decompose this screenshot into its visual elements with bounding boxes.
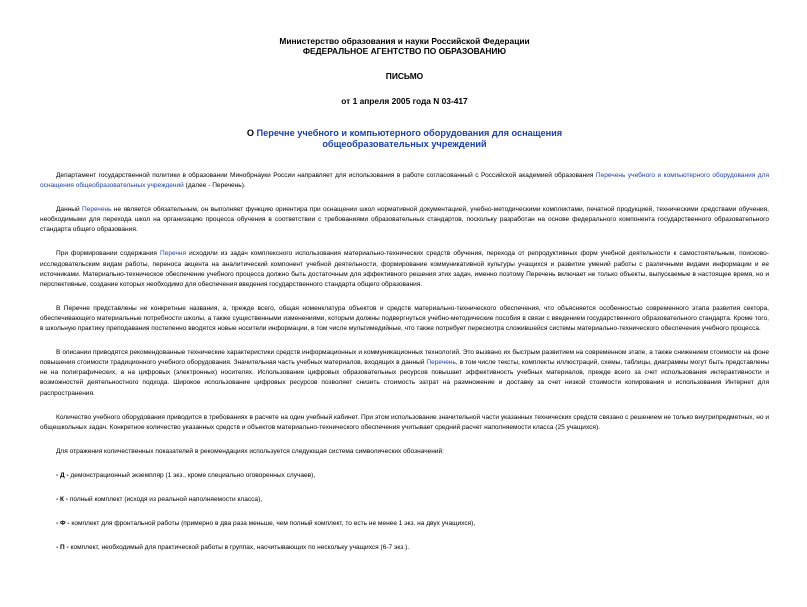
- symbol-code: - Ф -: [56, 519, 70, 527]
- paragraph-4: В Перечне представлены не конкретные названия, а, прежде всего, общая номенклатура объектов и средств материально-технического обеспечения, что объясняется особенностью современного этапа развития сектора, обеспечивающего материальные потребности школы, а также существенными изменениями, которым должны подвергнуться учебно-методические пособия в связи с введением государственного образовательного стандарта. Кроме того, в школьную практику преподавания постепенно вводятся новые носители информации, в том числе мультимедийные, что также потребует пересмотра сложившейся системы материально-технического обеспечения учебного процесса.: [40, 304, 769, 333]
- paragraph-6: Количество учебного оборудования приводится в требованиях в расчете на один учебный кабинет. При этом использование значительной части указанных технических средств связано с решением не только внутрипредметных, но и общешкольных задач. Конкретное количество указанных средств и объектов материально-технического обеспечения учитывает средний расчет наполняемости класса (25 учащихся).: [40, 413, 769, 431]
- paragraph-3-text: При формировании содержания: [56, 250, 161, 258]
- symbol-code: - П -: [56, 543, 69, 551]
- title-link-line-2[interactable]: общеобразовательных учреждений: [322, 139, 487, 149]
- paragraph-5-tail: , в том числе тексты, комплекты иллюстраций, схемы, таблицы, диаграммы могут быть представлены не на полиграфических, а на цифровых (электронных) носителях. Использование цифровых образовательных ресурсов повышает эффективность учебных материалов, прежде всего за счет использования интерактивности и возможностей деятельностного подхода. Широкое использование цифровых ресурсов позволяет снизить стоимость затрат на размножение и доставку за счет низкой стоимости копирования и использования Интернет для распространения.: [40, 359, 769, 397]
- document-page: [0, 36, 807, 607]
- title-link-line-1[interactable]: Перечне учебного и компьютерного оборудования для оснащения: [256, 128, 563, 138]
- paragraph-1-tail: (далее - Перечень).: [183, 182, 246, 190]
- paragraph-5-text: В описании приводятся рекомендованные технические характеристики средств информационных и коммуникационных технологий. Это вызвано их быстрым развитием на современном этапе, а также снижением стоимости на фоне повышения стоимости традиционного учебного оборудования. Значительная часть учебных материалов, входящих в данный: [40, 349, 769, 367]
- symbol-code: - К -: [56, 495, 68, 503]
- symbol-item: [56, 543, 769, 553]
- perechen-link-1[interactable]: Перечень учебного и компьютерного оборудования для оснащения общеобразовательных учреждений: [40, 172, 769, 190]
- symbol-description: комплект, необходимый для практической работы в группах, насчитывающих по нескольку учащихся (6-7 экз.).: [68, 543, 410, 551]
- paragraph-7: Для отражения количественных показателей в рекомендациях используется следующая система символических обозначений:: [56, 447, 444, 455]
- agency-name: ФЕДЕРАЛЬНОЕ АГЕНТСТВО ПО ОБРАЗОВАНИЮ: [302, 46, 507, 56]
- perechen-link-4[interactable]: Перечень: [426, 359, 456, 367]
- paragraph-2-tail: не является обязательным, он выполняет функцию ориентира при оснащении школ нормативной документацией, учебно-методическими комплектами, печатной продукцией, техническими средствами обучения, необходимыми для перехода школ на организацию процесса обучения в соответствии с требованиями образовательных стандартов, поскольку разработан на основе федерального компонента государственного образовательного стандарта общего образования.: [40, 206, 769, 234]
- title-prefix: О: [246, 128, 257, 138]
- symbol-item: [56, 495, 769, 505]
- symbol-description: полный комплект (исходя из реальной наполняемости класса),: [68, 495, 263, 503]
- perechen-link-2[interactable]: Перечень: [82, 206, 112, 214]
- paragraph-3-tail: исходили из задач комплексного использования материально-технических средств обучения, перехода от репродуктивных форм учебной деятельности к самостоятельным, поисково-исследовательским видам работы, переноса акцента на аналитический компонент учебной деятельности, формирование коммуникативной культуры учащихся и развитие умений работы с различными видами информации и ее источниками. Материально-техническое обеспечение учебного процесса должно быть достаточным для эффективного решения этих задач, именно поэтому Перечень включает не только объекты, выпускаемые в настоящее время, но и перспективные, создание которых необходимо для обеспечения введения государственного стандарта общего образования.: [40, 250, 769, 288]
- document-header: [40, 36, 769, 106]
- paragraph-2-text: Данный: [56, 206, 83, 214]
- symbol-item: [56, 519, 769, 529]
- symbol-description: комплект для фронтальной работы (примерно в два раза меньше, чем полный комплект, то есть не менее 1 экз. на двух учащихся),: [69, 519, 476, 527]
- symbol-description: демонстрационный экземпляр (1 экз., кроме специально оговоренных случаев),: [68, 471, 316, 479]
- paragraph-1: [40, 171, 769, 191]
- symbol-item: [56, 471, 769, 481]
- paragraph-2: [40, 205, 769, 235]
- paragraph-1-text: Департамент государственной политики в образовании Минобрнауки России направляет для использования в работе согласованный с Российской академией образования: [56, 172, 596, 179]
- ministry-name: Министерство образования и науки Российской Федерации: [279, 36, 530, 46]
- perechen-link-3[interactable]: Перечня: [160, 250, 187, 258]
- document-type: ПИСЬМО: [385, 71, 424, 81]
- document-title: [40, 128, 769, 150]
- paragraph-5: [40, 348, 769, 398]
- document-date-number: от 1 апреля 2005 года N 03-417: [341, 96, 468, 106]
- paragraph-3: [40, 249, 769, 289]
- symbol-code: - Д -: [56, 471, 69, 479]
